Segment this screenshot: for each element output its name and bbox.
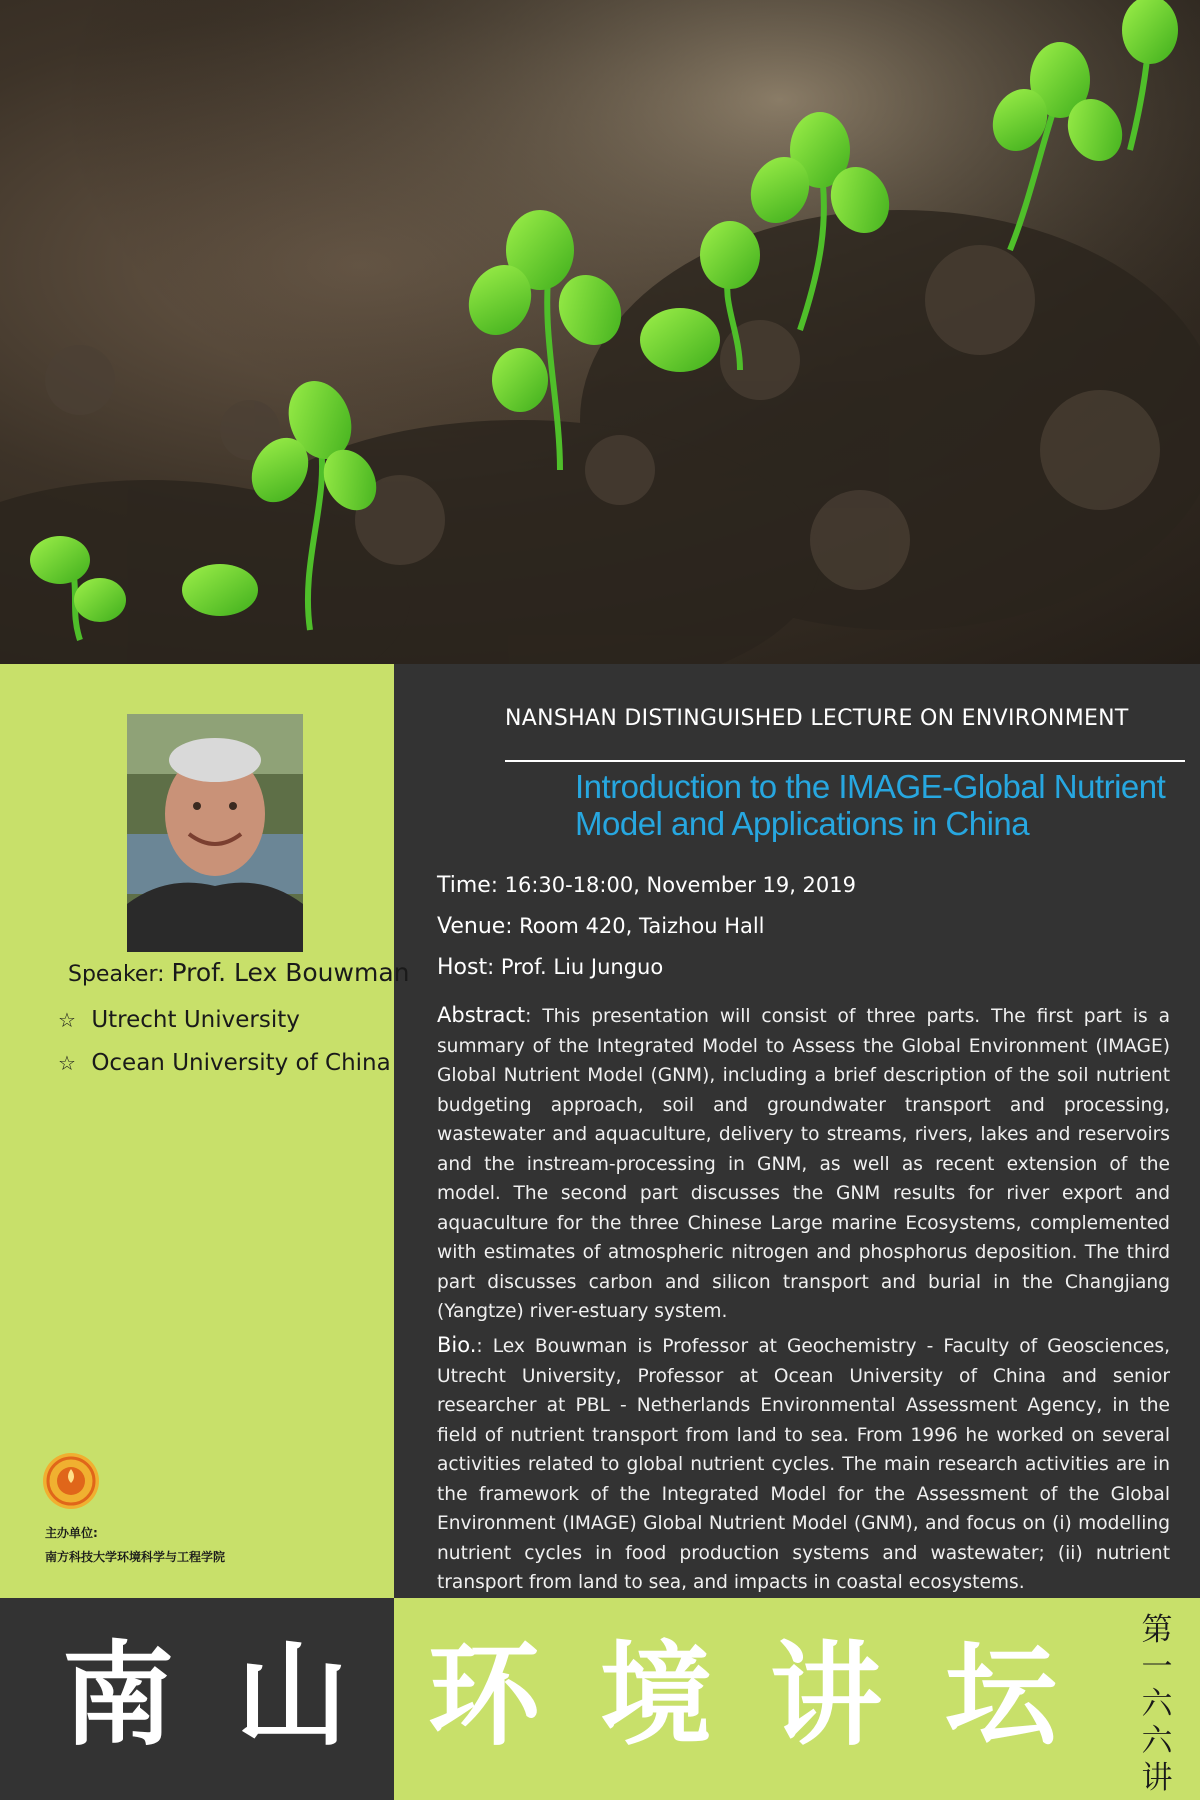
divider — [505, 760, 1185, 762]
venue-line — [437, 914, 765, 939]
time-value: : 16:30-18:00, November 19, 2019 — [490, 873, 856, 897]
banner-char: 环 — [428, 1630, 540, 1761]
affiliation-label: Utrecht University — [91, 1007, 300, 1033]
banner-char: 境 — [600, 1630, 712, 1761]
host-label: Host — [437, 955, 488, 980]
series-title: NANSHAN DISTINGUISHED LECTURE ON ENVIRONMENT — [505, 706, 1129, 731]
seedling-illustration — [0, 0, 1200, 664]
hero-photo — [0, 0, 1200, 664]
banner-char: 南 — [62, 1630, 174, 1761]
venue-label: Venue — [437, 914, 506, 939]
time-line — [437, 873, 856, 898]
organizer-label: 主办单位: — [45, 1526, 98, 1540]
talk-title: Introduction to the IMAGE-Global Nutrient Model and Applications in China — [575, 768, 1166, 842]
abstract-paragraph — [437, 1001, 1170, 1327]
banner-char: 坛 — [945, 1630, 1057, 1761]
star-icon: ☆ — [58, 1008, 76, 1032]
host-line — [437, 955, 663, 980]
banner-char: 山 — [236, 1630, 348, 1761]
affiliation-label: Ocean University of China — [91, 1050, 391, 1076]
bio-paragraph — [437, 1331, 1170, 1598]
speaker-line — [68, 958, 409, 987]
bio-label: Bio. — [437, 1333, 477, 1357]
bio-text: : Lex Bouwman is Professor at Geochemistry - Faculty of Geosciences, Utrecht University, Professor at Ocean University of China and senior researcher at PBL - Netherlands Environmental Assessment Agency, in the field of nutrient transport from land to sea. From 1996 he worked on several activities related to global nutrient cycles. The main research activities are in the framework of the Integrated Model for the Assessment of the Global Environment (IMAGE) Global Nutrient Model (GNM), and focus on (i) modelling nutrient cycles in food production systems and wastewater; (ii) nutrient transport from land to sea, and impacts in coastal ecosystems. — [437, 1336, 1170, 1593]
speaker-label: Speaker: — [68, 962, 165, 987]
speaker-name: Prof. Lex Bouwman — [171, 958, 410, 987]
time-label: Time — [437, 873, 491, 898]
affiliation-item — [58, 1050, 391, 1076]
university-logo — [42, 1452, 100, 1510]
star-icon: ☆ — [58, 1051, 76, 1075]
speaker-portrait — [127, 714, 303, 952]
host-value: : Prof. Liu Junguo — [487, 955, 664, 979]
affiliation-item — [58, 1007, 300, 1033]
abstract-label: Abstract — [437, 1003, 526, 1027]
banner-char: 讲 — [770, 1630, 882, 1761]
organizer-name: 南方科技大学环境科学与工程学院 — [45, 1550, 226, 1564]
venue-value: : Room 420, Taizhou Hall — [505, 914, 765, 938]
lecture-number: 第一六六讲 — [1141, 1612, 1173, 1796]
abstract-text: : This presentation will consist of three parts. The first part is a summary of the Integrated Model to Assess the Global Environment (IMAGE) Global Nutrient Model (GNM), including a brief description of the soil nutrient budgeting approach, soil and groundwater transport and processing, wastewater and aquaculture, delivery to streams, rivers, lakes and reservoirs and the instream-processing in GNM, as well as recent extension of the model. The second part discusses the GNM results for river export and aquaculture for the three Chinese Large marine Ecosystems, complemented with estimates of atmospheric nitrogen and phosphorus deposition. The third part discusses carbon and silicon transport and burial in the Changjiang (Yangtze) river-estuary system. — [437, 1006, 1170, 1322]
